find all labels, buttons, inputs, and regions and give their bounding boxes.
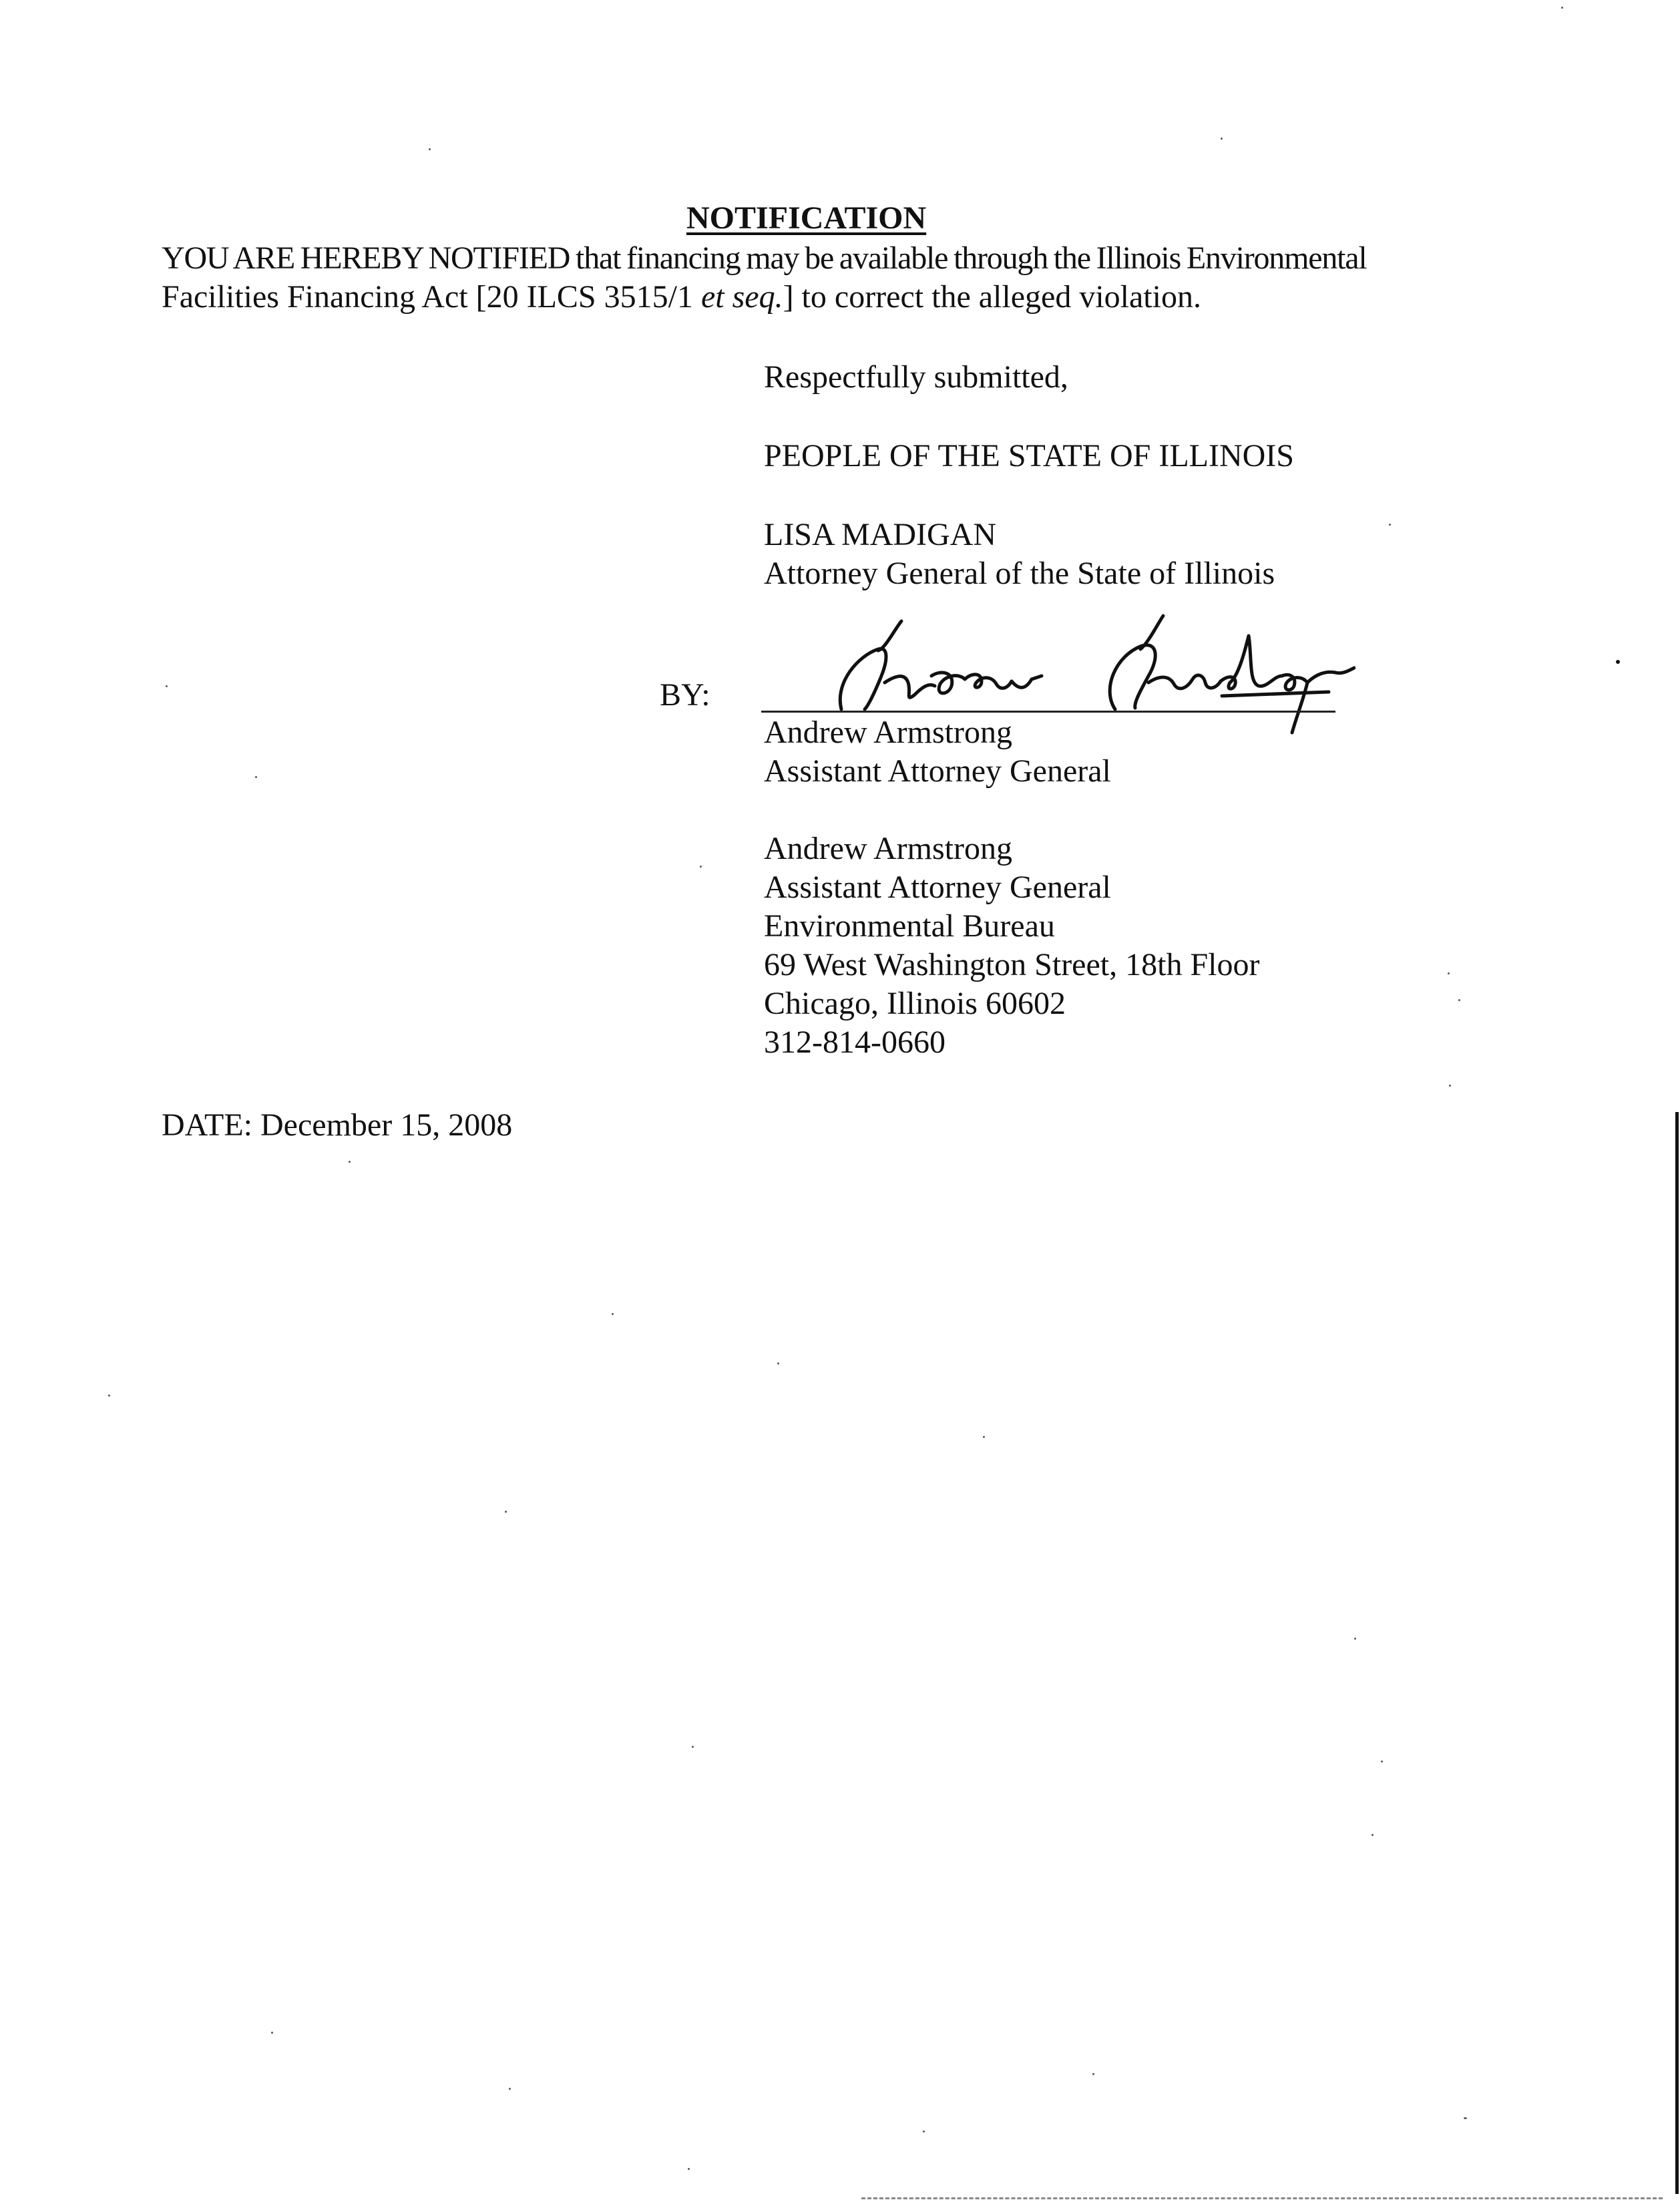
- et-seq-italic: et seq.: [700, 279, 783, 315]
- scan-speck: [1381, 1761, 1383, 1763]
- scan-speck: [509, 2088, 511, 2090]
- signature-line: [761, 711, 1335, 713]
- scan-speck: [1389, 524, 1391, 526]
- scan-speck: [255, 776, 257, 778]
- contact-city: Chicago, Illinois 60602: [764, 986, 1066, 1021]
- signer-name: Andrew Armstrong: [764, 715, 1012, 750]
- scan-speck: [349, 1161, 351, 1163]
- contact-title: Assistant Attorney General: [764, 870, 1111, 905]
- closing-text: Respectfully submitted,: [764, 359, 1068, 395]
- scan-speck: [692, 1746, 694, 1748]
- closing-salutation: [764, 358, 1068, 397]
- notification-heading: NOTIFICATION: [686, 200, 927, 236]
- scan-speck: [700, 866, 702, 868]
- scan-speck: [1449, 1085, 1451, 1087]
- scan-speck: [1561, 7, 1563, 9]
- scan-bottom-edge: [861, 2197, 1663, 2199]
- party-text: PEOPLE OF THE STATE OF ILLINOIS: [764, 438, 1294, 474]
- contact-block: [764, 830, 1259, 1062]
- scan-speck: [777, 1362, 779, 1364]
- contact-bureau: Environmental Bureau: [764, 908, 1055, 944]
- scan-speck: [166, 685, 168, 687]
- signer-title: Assistant Attorney General: [764, 753, 1111, 789]
- attorney-general-title: Attorney General of the State of Illinois: [764, 556, 1275, 591]
- contact-name: Andrew Armstrong: [764, 831, 1012, 866]
- scan-edge-line: [1675, 1112, 1679, 2194]
- scan-speck: [505, 1511, 507, 1513]
- scan-speck: [923, 2131, 925, 2133]
- contact-phone: 312-814-0660: [764, 1025, 946, 1060]
- scan-speck: [612, 1313, 614, 1315]
- signer-block: [764, 713, 1111, 791]
- notification-line-2-end: ] to correct the alleged violation.: [783, 279, 1201, 315]
- notification-line-2: [162, 278, 1497, 317]
- scan-speck: [271, 2032, 273, 2034]
- notification-line-1: YOU ARE HEREBY NOTIFIED that financing may be available through the Illinois Environmental: [162, 240, 1367, 276]
- contact-street: 69 West Washington Street, 18th Floor: [764, 947, 1260, 982]
- scan-speck: [1458, 999, 1460, 1001]
- date-line: DATE: December 15, 2008: [162, 1107, 513, 1143]
- scan-speck: [1464, 2117, 1467, 2119]
- attorney-general-block: [764, 516, 1275, 593]
- scan-speck: [1092, 2073, 1094, 2075]
- scan-speck: [1448, 972, 1450, 974]
- scan-speck: [1354, 1638, 1356, 1640]
- scan-speck: [1616, 660, 1620, 664]
- party-name: [764, 437, 1294, 476]
- scan-speck: [1221, 138, 1223, 140]
- by-label: BY:: [660, 677, 710, 713]
- notification-line-2-start: Facilities Financing Act [20 ILCS 3515/1: [162, 279, 701, 315]
- attorney-general-name: LISA MADIGAN: [764, 517, 996, 552]
- scan-speck: [983, 1436, 985, 1438]
- scan-speck: [429, 148, 431, 150]
- scan-speck: [1372, 1834, 1374, 1836]
- notification-paragraph: [162, 239, 1497, 317]
- scan-speck: [108, 1395, 110, 1397]
- scan-speck: [688, 2168, 690, 2170]
